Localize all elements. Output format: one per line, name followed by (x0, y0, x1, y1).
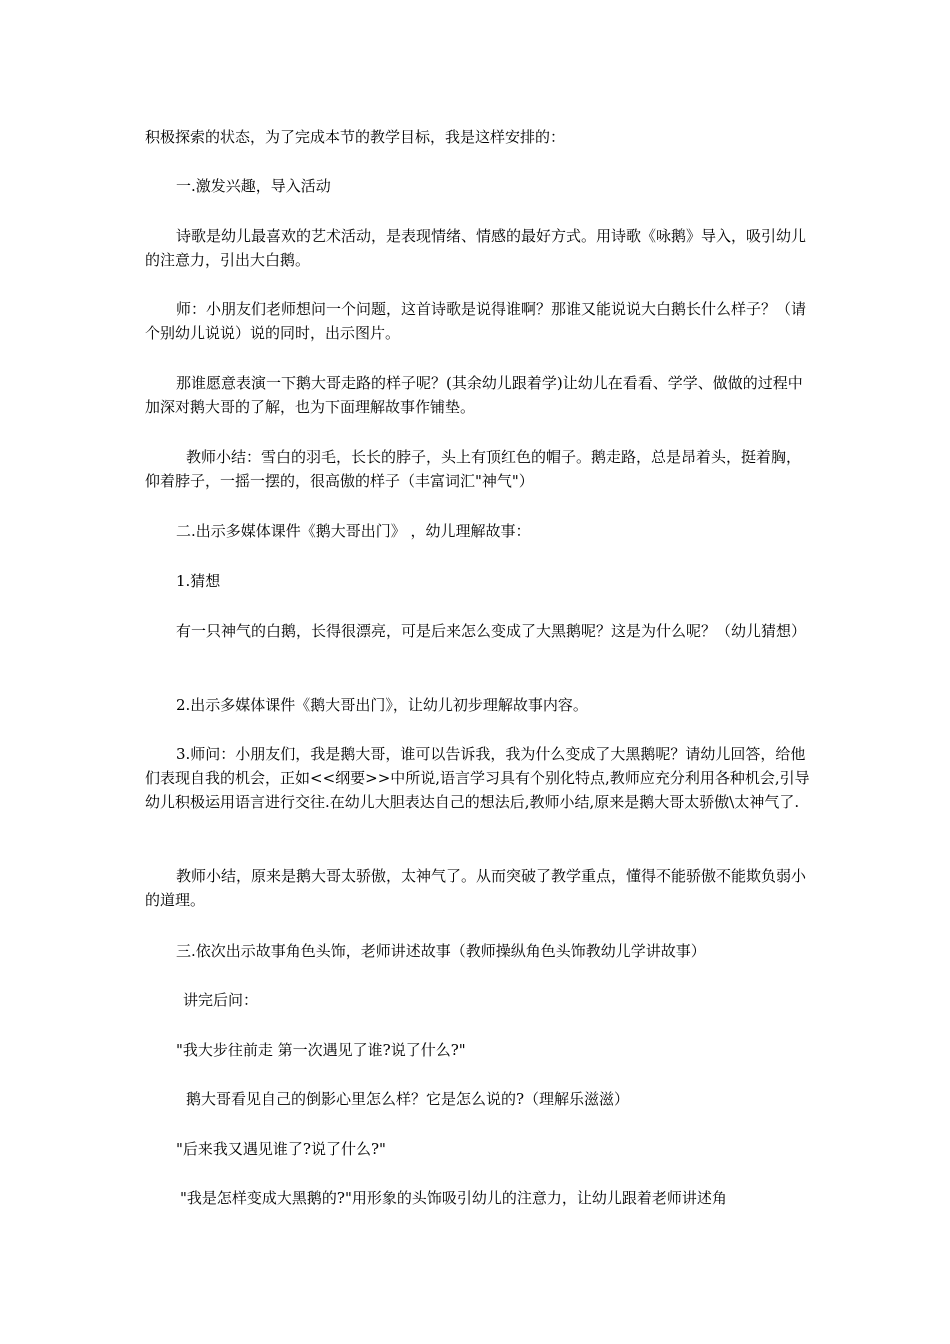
paragraph-teacher-summary-1: 教师小结：雪白的羽毛，长长的脖子，头上有顶红色的帽子。鹅走路，总是昂着头，挺着胸，仰着脖子，一摇一摆的，很高傲的样子（丰富词汇"神气"） (145, 448, 802, 490)
section-heading-2: 二.出示多媒体课件《鹅大哥出门》 ，幼儿理解故事： (176, 522, 531, 540)
paragraph-teacher-asks: 3.师问：小朋友们，我是鹅大哥，谁可以告诉我，我为什么变成了大黑鹅呢？请幼儿回答，给他们表现自我的机会，正如<<纲要>>中所说,语言学习具有个别化特点,教师应充分利用各种机会,引导幼儿积极运用语言进行交往.在幼儿大胆表达自己的想法后,教师小结,原来是鹅大哥太骄傲\太神气了. (145, 745, 810, 811)
paragraph-teacher-summary-2: 教师小结，原来是鹅大哥太骄傲，太神气了。从而突破了教学重点，懂得不能骄傲不能欺负弱小的道理。 (145, 867, 807, 909)
question-next-meet: "后来我又遇见谁了?说了什么?" (176, 1140, 386, 1158)
question-reflection: 鹅大哥看见自己的倒影心里怎么样？它是怎么说的?（理解乐滋滋） (186, 1090, 630, 1108)
paragraph-goose-walk: 那谁愿意表演一下鹅大哥走路的样子呢？(其余幼儿跟着学)让幼儿在看看、学学、做做的过程中加深对鹅大哥的了解，也为下面理解故事作铺垫。 (145, 374, 803, 416)
question-how-became-black: "我是怎样变成大黑鹅的?"用形象的头饰吸引幼儿的注意力，让幼儿跟着老师讲述角 (180, 1189, 727, 1207)
paragraph-after-story: 讲完后问： (183, 991, 259, 1009)
paragraph-teacher-question: 师：小朋友们老师想问一个问题，这首诗歌是说得谁啊？那谁又能说说大白鹅长什么样子？（请个别幼儿说说）说的同时，出示图片。 (145, 300, 807, 342)
paragraph-guess: 有一只神气的白鹅，长得很漂亮，可是后来怎么变成了大黑鹅呢？这是为什么呢？（幼儿猜想） (176, 622, 807, 640)
paragraph-poem-intro: 诗歌是幼儿最喜欢的艺术活动，是表现情绪、情感的最好方式。用诗歌《咏鹅》导入，吸引幼儿的注意力，引出大白鹅。 (145, 227, 807, 269)
paragraph-courseware: 2.出示多媒体课件《鹅大哥出门》，让幼儿初步理解故事内容。 (176, 696, 588, 714)
question-first-meet: "我大步往前走 第一次遇见了谁?说了什么?" (176, 1041, 466, 1059)
subheading-guess: 1.猜想 (176, 572, 221, 590)
section-heading-1: 一.激发兴趣，导入活动 (176, 177, 331, 195)
section-heading-3: 三.依次出示故事角色头饰，老师讲述故事（教师操纵角色头饰教幼儿学讲故事） (176, 942, 706, 960)
paragraph-intro: 积极探索的状态，为了完成本节的教学目标，我是这样安排的： (145, 128, 566, 146)
